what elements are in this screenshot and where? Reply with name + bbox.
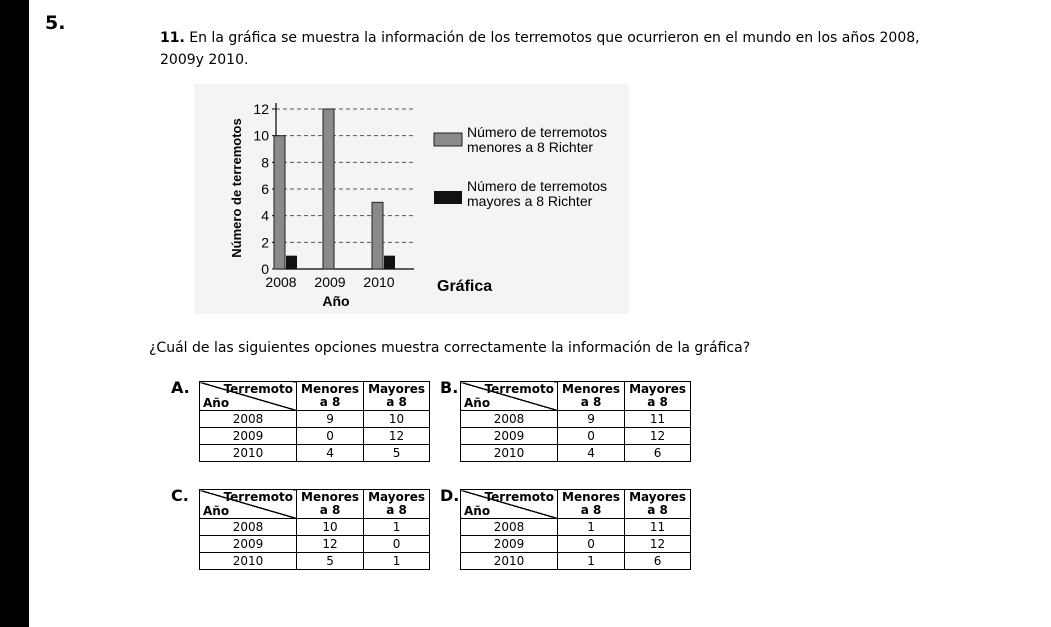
table-row: 2009 12 0 xyxy=(200,536,430,553)
corner-terremoto: Terremoto xyxy=(484,382,554,396)
table-row: 2008 9 11 xyxy=(461,411,691,428)
corner-ano: Año xyxy=(203,396,230,410)
question-text: ¿Cuál de las siguientes opciones muestra correctamente la información de la gráfica? xyxy=(149,340,751,356)
bar-menores-2009 xyxy=(323,109,334,269)
bar-mayores-2008 xyxy=(286,256,297,269)
option-a-label[interactable]: A. xyxy=(171,378,190,397)
bar-menores-2010 xyxy=(372,202,383,269)
option-d-table[interactable] xyxy=(460,489,691,570)
option-c-table[interactable] xyxy=(199,489,430,570)
legend-swatch-mayores xyxy=(434,191,462,204)
table-row: 2010 4 6 xyxy=(461,445,691,462)
header-mayores: Mayores a 8 xyxy=(364,490,430,519)
header-mayores: Mayores a 8 xyxy=(625,382,691,411)
table-row: 2008 10 1 xyxy=(200,519,430,536)
option-a-table[interactable] xyxy=(199,381,430,462)
bar-menores-2008 xyxy=(274,136,285,269)
y-tick-label: 10 xyxy=(253,127,269,144)
option-d-label[interactable]: D. xyxy=(440,486,460,505)
header-menores: Menores a 8 xyxy=(558,490,625,519)
earthquake-chart-figure xyxy=(194,84,629,314)
legend-swatch-menores xyxy=(434,133,462,146)
worksheet-page xyxy=(29,0,1051,627)
legend-label-mayores-line2: mayores a 8 Richter xyxy=(467,193,593,209)
y-tick-label: 8 xyxy=(261,154,269,171)
y-tick-label: 0 xyxy=(261,261,269,277)
earthquake-bar-chart xyxy=(194,84,629,314)
y-axis-label: Número de terremotos xyxy=(229,118,244,258)
y-tick-label: 2 xyxy=(261,234,269,251)
corner-ano: Año xyxy=(464,396,491,410)
y-tick-label: 4 xyxy=(261,207,269,224)
table-row: 2009 0 12 xyxy=(461,536,691,553)
problem-statement xyxy=(160,27,920,71)
option-b-table[interactable] xyxy=(460,381,691,462)
legend-label-menores-line1: Número de terremotos xyxy=(467,124,608,140)
table-corner-cell xyxy=(200,382,297,411)
x-tick-label: 2010 xyxy=(363,274,395,290)
legend-label-menores-line2: menores a 8 Richter xyxy=(467,139,594,155)
header-menores: Menores a 8 xyxy=(297,382,364,411)
y-tick-label: 6 xyxy=(261,181,269,197)
option-c-label[interactable]: C. xyxy=(171,486,189,505)
table-row: 2009 0 12 xyxy=(200,428,430,445)
header-menores: Menores a 8 xyxy=(297,490,364,519)
header-mayores: Mayores a 8 xyxy=(364,382,430,411)
table-row: 2008 9 10 xyxy=(200,411,430,428)
x-tick-label: 2009 xyxy=(314,274,346,290)
legend-label-mayores-line1: Número de terremotos xyxy=(467,178,608,194)
table-row: 2010 4 5 xyxy=(200,445,430,462)
corner-ano: Año xyxy=(203,504,230,518)
table-corner-cell xyxy=(461,382,558,411)
table-row: 2009 0 12 xyxy=(461,428,691,445)
table-row: 2008 1 11 xyxy=(461,519,691,536)
table-corner-cell xyxy=(461,490,558,519)
question-number: 5. xyxy=(45,12,66,34)
option-b-label[interactable]: B. xyxy=(440,378,459,397)
bar-mayores-2010 xyxy=(384,256,395,269)
problem-number: 11. xyxy=(160,30,185,46)
table-corner-cell xyxy=(200,490,297,519)
header-mayores: Mayores a 8 xyxy=(625,490,691,519)
table-row: 2010 5 1 xyxy=(200,553,430,570)
x-axis-label: Año xyxy=(322,293,350,309)
corner-terremoto: Terremoto xyxy=(223,382,293,396)
corner-terremoto: Terremoto xyxy=(223,490,293,504)
chart-title: Gráfica xyxy=(437,278,493,295)
table-row: 2010 1 6 xyxy=(461,553,691,570)
y-tick-label: 12 xyxy=(253,101,269,117)
corner-terremoto: Terremoto xyxy=(484,490,554,504)
corner-ano: Año xyxy=(464,504,491,518)
header-menores: Menores a 8 xyxy=(558,382,625,411)
problem-text: En la gráfica se muestra la información de los terremotos que ocurrieron en el mundo en los años 2008, 2009y 2010. xyxy=(160,30,920,68)
x-tick-label: 2008 xyxy=(265,274,297,290)
